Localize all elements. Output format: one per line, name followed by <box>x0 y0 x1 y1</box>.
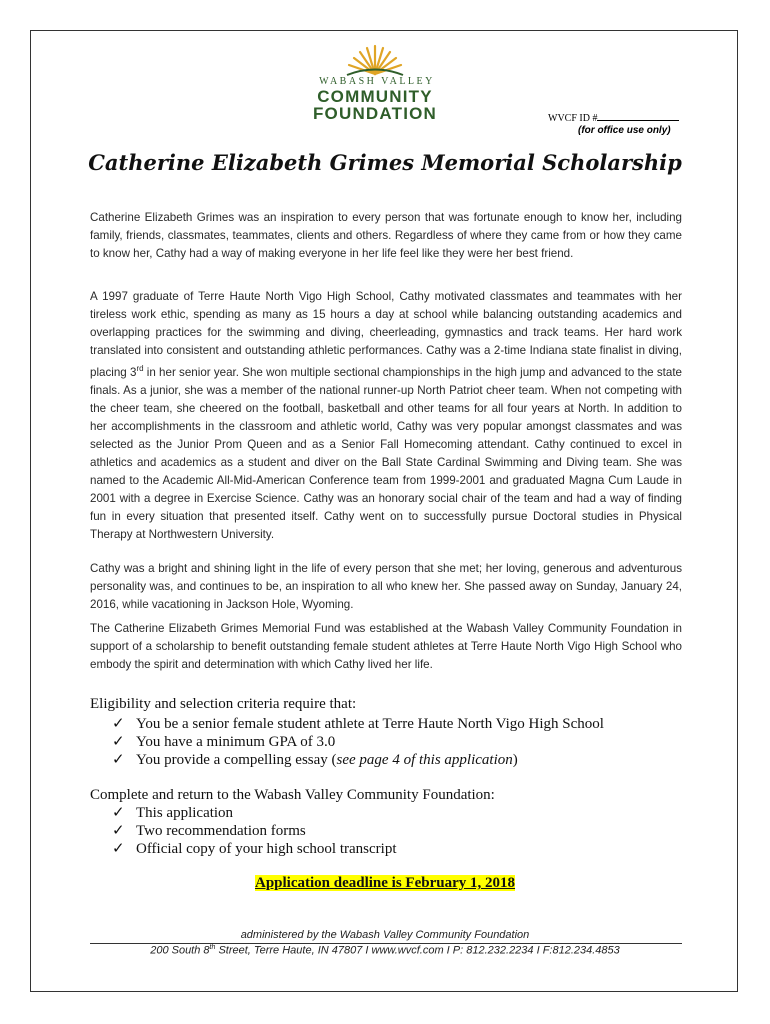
list-item <box>112 751 604 769</box>
administered-by: administered by the Wabash Valley Community Foundation <box>240 929 530 941</box>
wvcf-id-label: WVCF ID # <box>548 113 598 124</box>
complete-heading: Complete and return to the Wabash Valley Community Foundation: <box>90 787 495 803</box>
footer-address <box>0 944 770 957</box>
list-item <box>112 840 397 858</box>
eligibility-heading: Eligibility and selection criteria require that: <box>90 696 357 712</box>
logo-foundation: FOUNDATION <box>312 104 438 123</box>
return-item-text: Two recommendation forms <box>136 823 306 839</box>
return-item-text: This application <box>136 805 234 821</box>
list-item <box>112 804 397 822</box>
ordinal-superscript: rd <box>136 364 144 373</box>
checkmark-icon: ✓ <box>112 752 125 768</box>
page-title: Catherine Elizabeth Grimes Memorial Scholarship <box>88 150 682 175</box>
address-text-1: 200 South 8 <box>150 944 210 957</box>
list-item <box>112 733 604 751</box>
checkmark-icon: ✓ <box>112 734 125 750</box>
address-text-2: Street, Terre Haute, IN 47807 I www.wvcf.com I P: 812.232.2234 I F:812.234.4853 <box>215 944 620 957</box>
biography-text-1: A 1997 graduate of Terre Haute North Vigo High School, Cathy motivated classmates and teammates with her tireless work ethic, spending as many as 15 hours a day at school while balancing outstanding academics and overlapping practices for the swimming and diving, cheerleading, gymnastics and track teams. Her hard work translated into consistent and outstanding athletic performances. Cathy was a 2-time Indiana state finalist in diving, placing 3 <box>90 290 682 379</box>
eligibility-item-text: You be a senior female student athlete at Terre Haute North Vigo High School <box>136 716 604 732</box>
checkmark-icon: ✓ <box>112 716 125 732</box>
list-item <box>112 715 604 733</box>
biography-text-2: in her senior year. She won multiple sectional championships in the high jump and advanced to the state finals. As a junior, she was a member of the national runner-up North Patriot cheer team. When not competing with the cheer team, she cheered on the football, basketball and other teams for all four years at North. In addition to her accomplishments in the classroom and athletic world, Cathy was very popular amongst classmates and was selected as the Junior Prom Queen and as a Senior Fall Homecoming attendant. Cathy continued to excel in athletics and academics as a student and diver on the Ball State Cardinal Swimming and Diving team. She was named to the Academic All-Mid-American Conference team from 1999-2001 and graduated Magna Cum Laude in 2001 with a degree in Exercise Science. Cathy was an honorary social chair of the team and had a way of finding fun in every situation that presented itself. Cathy went on to successfully pursue Doctoral studies in Physical Therapy at Northwestern University. <box>90 365 682 541</box>
eligibility-list <box>112 715 604 769</box>
deadline-notice <box>0 875 770 892</box>
return-item-text: Official copy of your high school transcript <box>136 841 397 857</box>
eligibility-item-text: You have a minimum GPA of 3.0 <box>136 734 336 750</box>
checkmark-icon: ✓ <box>112 841 125 857</box>
logo-community: COMMUNITY <box>317 87 433 106</box>
wvcf-id-field <box>548 113 688 124</box>
wvcf-logo <box>305 42 445 126</box>
return-list <box>112 804 397 858</box>
wvcf-id-blank[interactable] <box>597 120 679 121</box>
essay-page-reference: see page 4 of this application <box>336 752 513 768</box>
address-superscript: th <box>209 944 216 951</box>
office-use-note: (for office use only) <box>578 125 671 136</box>
fund-paragraph: The Catherine Elizabeth Grimes Memorial Fund was established at the Wabash Valley Community Foundation in support of a scholarship to benefit outstanding female student athletes at Terre Haute North Vigo High School who embody the spirit and determination with which Cathy lived her life. <box>90 622 682 671</box>
list-item <box>112 822 397 840</box>
sunburst-icon <box>345 42 405 76</box>
checkmark-icon: ✓ <box>112 805 125 821</box>
memorial-paragraph: Cathy was a bright and shining light in the life of every person that she met; her loving, generous and adventurous personality was, and continues to be, an inspiration to all who knew her. She passed away on Sunday, January 24, 2016, while vacationing in Jackson Hole, Wyoming. <box>90 562 682 611</box>
eligibility-item-text-end: ) <box>512 752 518 768</box>
deadline-text: Application deadline is February 1, 2018 <box>254 875 516 891</box>
eligibility-item-text: You provide a compelling essay ( <box>136 752 337 768</box>
checkmark-icon: ✓ <box>112 823 125 839</box>
intro-paragraph: Catherine Elizabeth Grimes was an inspiration to every person that was fortunate enough to know her, including family, friends, classmates, teammates, clients and others. Regardless of where they came from or how they came to know her, Cathy had a way of making everyone in her life feel like they were her best friend. <box>90 211 682 260</box>
logo-wabash-valley: WABASH VALLEY <box>319 76 435 87</box>
biography-paragraph <box>90 288 682 544</box>
